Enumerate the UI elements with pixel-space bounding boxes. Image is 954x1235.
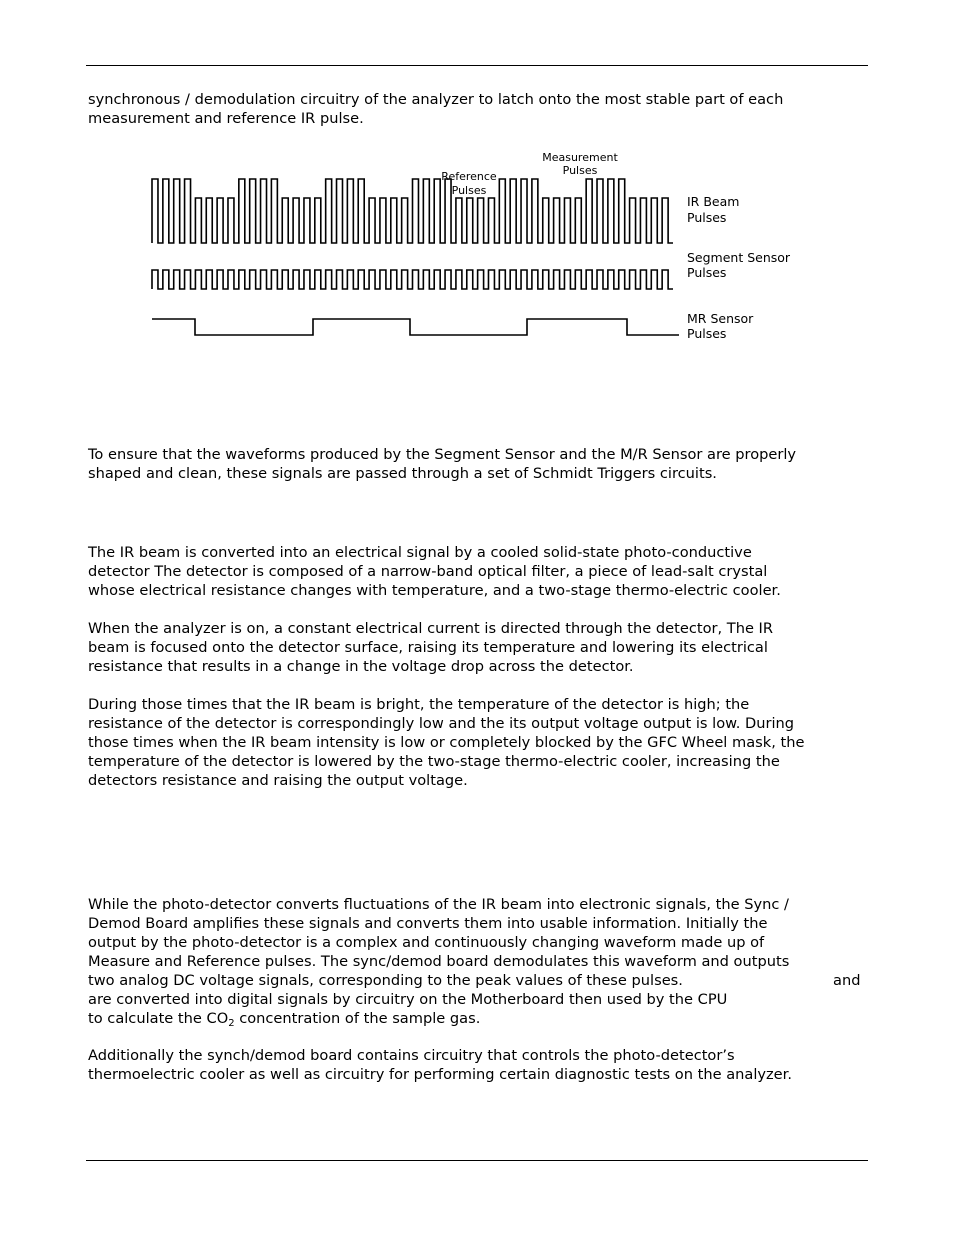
measurement-pulses-label-line-1: Measurement <box>542 151 618 164</box>
bright-line-3: those times when the IR beam intensity is low or completely blocked by the GFC Wheel mask, the <box>88 734 805 751</box>
detector-line-3: whose electrical resistance changes with temperature, and a two-stage thermo-electric cooler. <box>88 582 781 599</box>
footer-rule <box>86 1160 868 1161</box>
bright-line-2: resistance of the detector is correspondingly low and the its output voltage output is low. During <box>88 715 795 732</box>
bright-line-1: During those times that the IR beam is bright, the temperature of the detector is high; the <box>88 696 750 713</box>
ir-beam-pulse-waveform <box>152 179 673 243</box>
sync-line-5-text: two analog DC voltage signals, corresponding to the peak values of these pulses. <box>88 972 683 989</box>
sync-line-7-text-a: to calculate the CO <box>88 1010 229 1027</box>
analyzer-on-line-2: beam is focused onto the detector surface, raising its temperature and lowering its electrical <box>88 639 768 656</box>
sync-line-4: Measure and Reference pulses. The sync/demod board demodulates this waveform and outputs <box>88 953 790 970</box>
measurement-pulses-label-line-2: Pulses <box>562 164 598 177</box>
reference-pulses-label-line-1: Reference <box>441 170 497 183</box>
detector-line-2: detector The detector is composed of a narrow-band optical filter, a piece of lead-salt crystal <box>88 563 768 580</box>
additionally-line-1: Additionally the synch/demod board contains circuitry that controls the photo-detector’s <box>88 1047 735 1064</box>
mr-sensor-label-line-2: Pulses <box>687 326 727 341</box>
co2-subscript: 2 <box>228 1018 235 1029</box>
analyzer-on-paragraph <box>88 619 868 676</box>
sync-line-2: Demod Board amplifies these signals and converts them into usable information. Initially the <box>88 915 768 932</box>
sync-line-5 <box>88 971 868 990</box>
additionally-line-2: thermoelectric cooler as well as circuitry for performing certain diagnostic tests on the analyzer. <box>88 1066 792 1083</box>
pulse-timing-diagram <box>0 0 954 360</box>
sync-line-7 <box>88 1009 868 1028</box>
sync-line-3: output by the photo-detector is a complex and continuously changing waveform made up of <box>88 934 765 951</box>
schmidt-line-1: To ensure that the waveforms produced by the Segment Sensor and the M/R Sensor are properly <box>88 446 797 463</box>
sync-line-6-text: are converted into digital signals by circuitry on the Motherboard then used by the CPU <box>88 991 728 1008</box>
bright-line-5: detectors resistance and raising the output voltage. <box>88 772 468 789</box>
additionally-paragraph <box>88 1046 868 1084</box>
analyzer-on-line-3: resistance that results in a change in the voltage drop across the detector. <box>88 658 634 675</box>
sync-line-1: While the photo-detector converts fluctuations of the IR beam into electronic signals, the Sync / <box>88 896 789 913</box>
bright-line-4: temperature of the detector is lowered by the two-stage thermo-electric cooler, increasing the <box>88 753 780 770</box>
analyzer-on-line-1: When the analyzer is on, a constant electrical current is directed through the detector, The IR <box>88 620 774 637</box>
ir-beam-label-line-1: IR Beam <box>687 194 740 209</box>
intro-line-2: measurement and reference IR pulse. <box>88 110 364 127</box>
intro-line-1: synchronous / demodulation circuitry of the analyzer to latch onto the most stable part of each <box>88 91 784 108</box>
schmidt-line-2: shaped and clean, these signals are passed through a set of Schmidt Triggers circuits. <box>88 465 717 482</box>
segment-sensor-label-line-1: Segment Sensor <box>687 250 791 265</box>
sync-line-5-and: and <box>833 972 861 989</box>
schmidt-trigger-paragraph <box>88 445 868 483</box>
detector-paragraph <box>88 543 868 600</box>
sync-demod-paragraph <box>88 895 868 1028</box>
segment-sensor-label-line-2: Pulses <box>687 265 727 280</box>
mr-sensor-label-line-1: MR Sensor <box>687 311 754 326</box>
ir-bright-paragraph <box>88 695 868 790</box>
segment-sensor-pulse-waveform <box>152 270 673 289</box>
sync-line-7-text-b: concentration of the sample gas. <box>234 1010 481 1027</box>
sync-line-6 <box>88 990 868 1009</box>
mr-sensor-pulse-waveform <box>152 319 679 335</box>
reference-pulses-label-line-2: Pulses <box>451 184 487 197</box>
detector-line-1: The IR beam is converted into an electrical signal by a cooled solid-state photo-conductive <box>88 544 752 561</box>
ir-beam-label-line-2: Pulses <box>687 210 727 225</box>
